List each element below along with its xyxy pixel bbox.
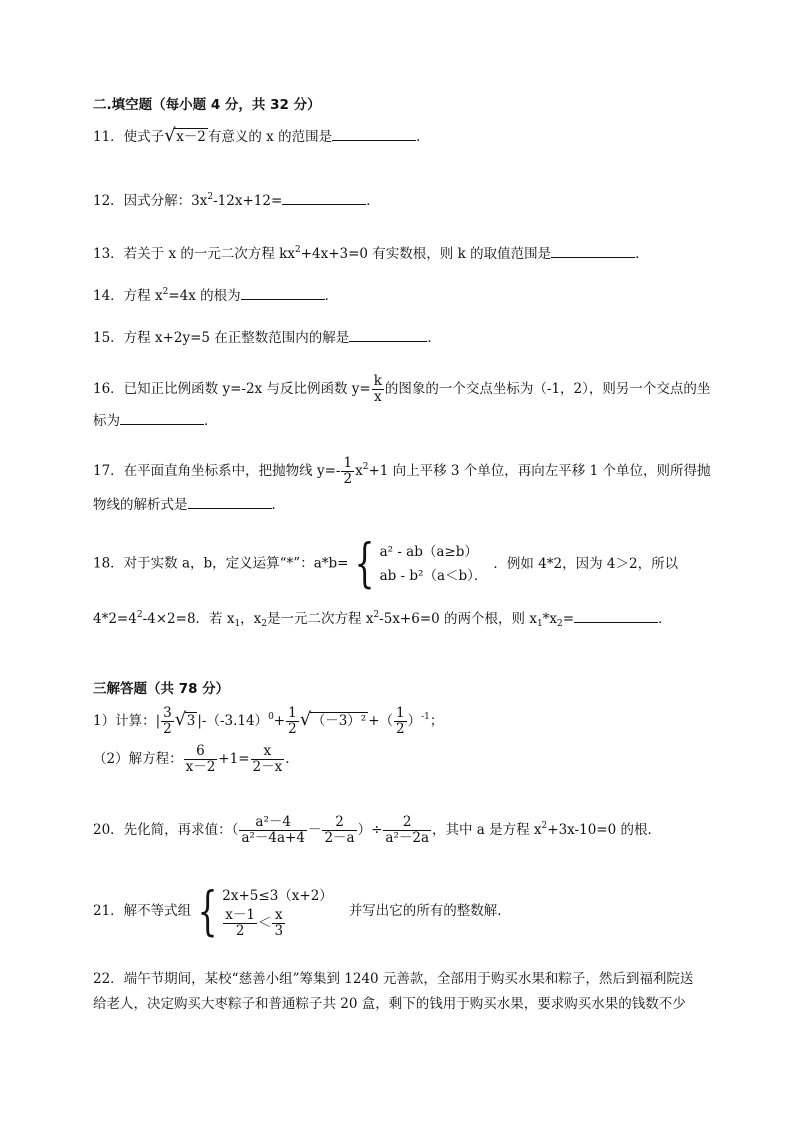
section-2-title: 二.填空题（每小题 4 分，共 32 分） [93,97,321,113]
inequality-system: 2x+5≤3（x+2） $\frac{x-1}{2}$ ＜ $\frac{x}{3}$ [222,888,333,939]
question-13: 13．若关于 x 的一元二次方程 $kx^2+4x+3=0$ 有实数根，则 k 的取值范围是 ． [93,245,649,262]
answer-blank [282,190,366,205]
fraction: $\frac{1}{2}$ [343,455,353,487]
question-16-line2: 标为 ． [93,410,218,430]
answer-blank [574,608,658,623]
question-19-part1: 1）计算：| $\frac{3}{2}$ √ 3 $|-(-3.14)^0+$ $\frac{1}{2}$ √ （－3）² +（ $\frac{1}{2}$ ）$^{-1}$； [93,705,444,737]
question-19-part2: （2）解方程： $\frac{6}{x-2}$ +1= $\frac{x}{2-x}$ . [93,743,290,775]
q11-text: 11．使式子 [93,129,165,145]
question-20: 20．先化简，再求值：（ $\frac{\text{a²－4}}{\text{a²－4a+4}}$ － $\frac{2}{2-a}$ ）÷ $\frac{2}{\text{a²－2a}}$ ，其中 a 是方程 $x^2+3x-10=0$ 的根． [93,814,661,846]
answer-blank [188,494,272,509]
question-22-line2: 给老人，决定购买大枣粽子和普通粽子共 20 盒，剩下的钱用于购买水果，要求购买水果的钱数不少 [93,996,686,1012]
answer-blank [241,285,325,300]
answer-blank [349,327,427,342]
question-16: 16．已知正比例函数 y=-2x 与反比例函数 y= $\frac{k}{x}$ 的图象的一个交点坐标为（-1，2），则另一个交点的坐 [93,373,711,405]
answer-blank [332,126,416,141]
left-brace: { [197,881,218,942]
question-22-line1: 22．端午节期间，某校“慈善小组”筹集到 1240 元善款，全部用于购买水果和粽子，然后到福利院送 [93,971,694,987]
left-brace: { [355,534,375,594]
question-11: 11．使式子 √ x－2 有意义的 x 的范围是 ． [93,125,430,146]
answer-blank [551,243,635,258]
question-21: 21．解不等式组 { 2x+5≤3（x+2） $\frac{x-1}{2}$ ＜ $\frac{x}{3}$ 并写出它的所有的整数解． [93,881,511,942]
sqrt-expression: √ x－2 [164,125,206,146]
section-3-title: 三解答题（共 78 分） [93,681,230,697]
question-12: 12．因式分解：$3x^2-12x+12=$ ． [93,192,380,209]
question-15: 15．方程 x+2y=5 在正整数范围内的解是 ． [93,327,441,347]
question-18-line2: $4*2=4^2-4\times 2=8$．若 $x_1$，$x_2$是一元二次方程 $x^2-5x+6=0$ 的两个根，则 $x_1*x_2=$ ． [93,610,672,629]
fraction: $\frac{k}{x}$ [373,373,382,405]
piecewise-cases: a² - ab（a≥b） ab - b²（a＜b）． [379,544,488,584]
question-18: 18．对于实数 a，b，定义运算“*”：a*b= { a² - ab（a≥b） ab - b²（a＜b）． ．例如 4*2，因为 4＞2，所以 [93,534,679,594]
question-17: 17．在平面直角坐标系中，把抛物线 y=- $\frac{1}{2}$ $x^2+1$ 向上平移 3 个单位，再向左平移 1 个单位，则所得抛 [93,455,711,487]
question-14: 14．方程 $x^2=4x$ 的根为 ． [93,287,339,304]
answer-blank [120,410,204,425]
question-17-line2: 物线的解析式是 ． [93,494,285,514]
